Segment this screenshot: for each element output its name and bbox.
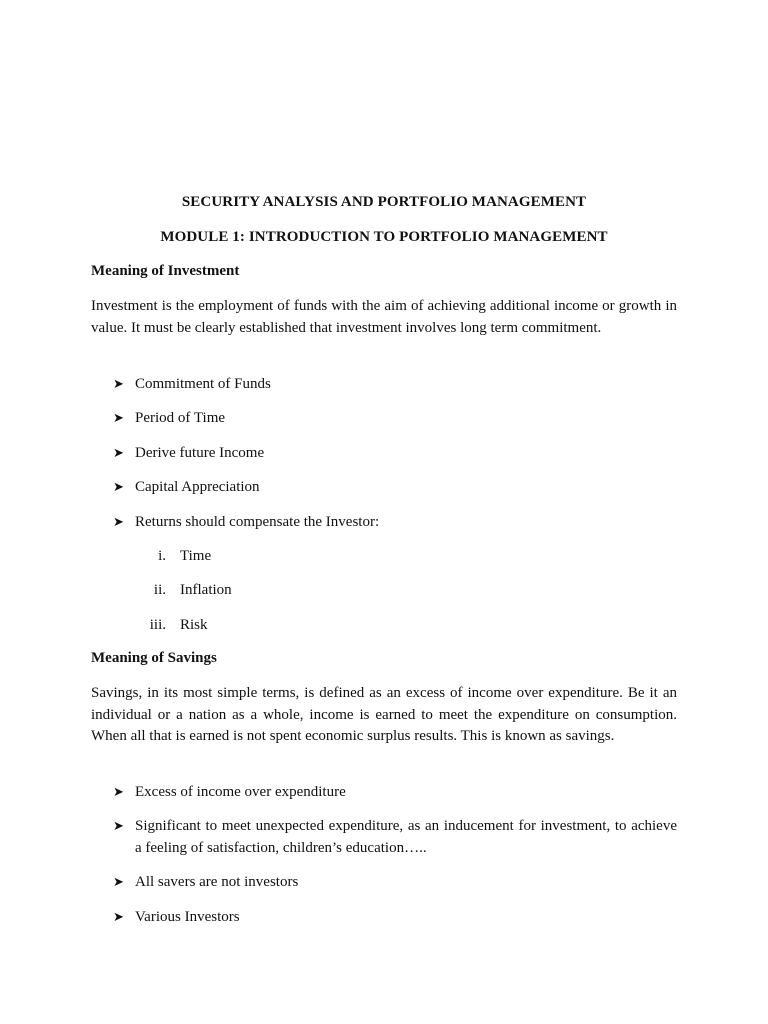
list-item-text: Capital Appreciation bbox=[135, 479, 260, 495]
arrow-bullet-icon: ➤ bbox=[113, 819, 124, 834]
arrow-bullet-icon: ➤ bbox=[113, 875, 124, 890]
roman-numeral: ii. bbox=[153, 582, 166, 598]
module-title: MODULE 1: INTRODUCTION TO PORTFOLIO MANAGEMENT bbox=[160, 229, 608, 245]
list-item-text: Commitment of Funds bbox=[135, 376, 271, 392]
arrow-bullet-icon: ➤ bbox=[113, 515, 124, 530]
list-item-text: Various Investors bbox=[135, 909, 240, 925]
roman-list-item-text: Inflation bbox=[180, 582, 232, 598]
roman-list-item-text: Risk bbox=[180, 617, 208, 633]
arrow-bullet-icon: ➤ bbox=[113, 446, 124, 461]
list-item-text: Excess of income over expenditure bbox=[135, 784, 346, 800]
paragraph-savings: Savings, in its most simple terms, is defined as an excess of income over expenditure. Be it an individual or a nation as a whole, income is earned to meet the expenditure on consumption. When all that is earned is not spent economic surplus results. This is known as savings. bbox=[91, 685, 677, 744]
list-item-text: Period of Time bbox=[135, 410, 226, 426]
list-item-text: Returns should compensate the Investor: bbox=[135, 514, 380, 530]
arrow-bullet-icon: ➤ bbox=[113, 910, 124, 925]
paragraph-investment: Investment is the employment of funds with the aim of achieving additional income or growth in value. It must be clearly established that investment involves long term commitment. bbox=[91, 298, 677, 336]
arrow-bullet-icon: ➤ bbox=[113, 480, 124, 495]
roman-numeral: i. bbox=[158, 548, 166, 564]
roman-list-item-text: Time bbox=[180, 548, 212, 564]
arrow-bullet-icon: ➤ bbox=[113, 785, 124, 800]
list-item-text: Derive future Income bbox=[135, 445, 265, 461]
arrow-bullet-icon: ➤ bbox=[113, 377, 124, 392]
list-item-text: Significant to meet unexpected expenditure, as an inducement for investment, to achieve a feeling of satisfaction, children’s education….. bbox=[135, 818, 677, 856]
list-item-text: All savers are not investors bbox=[135, 874, 299, 890]
section-heading-savings: Meaning of Savings bbox=[91, 650, 217, 666]
roman-numeral: iii. bbox=[149, 617, 166, 633]
section-heading-investment: Meaning of Investment bbox=[91, 263, 240, 279]
document-title: SECURITY ANALYSIS AND PORTFOLIO MANAGEMENT bbox=[181, 194, 587, 210]
arrow-bullet-icon: ➤ bbox=[113, 411, 124, 426]
